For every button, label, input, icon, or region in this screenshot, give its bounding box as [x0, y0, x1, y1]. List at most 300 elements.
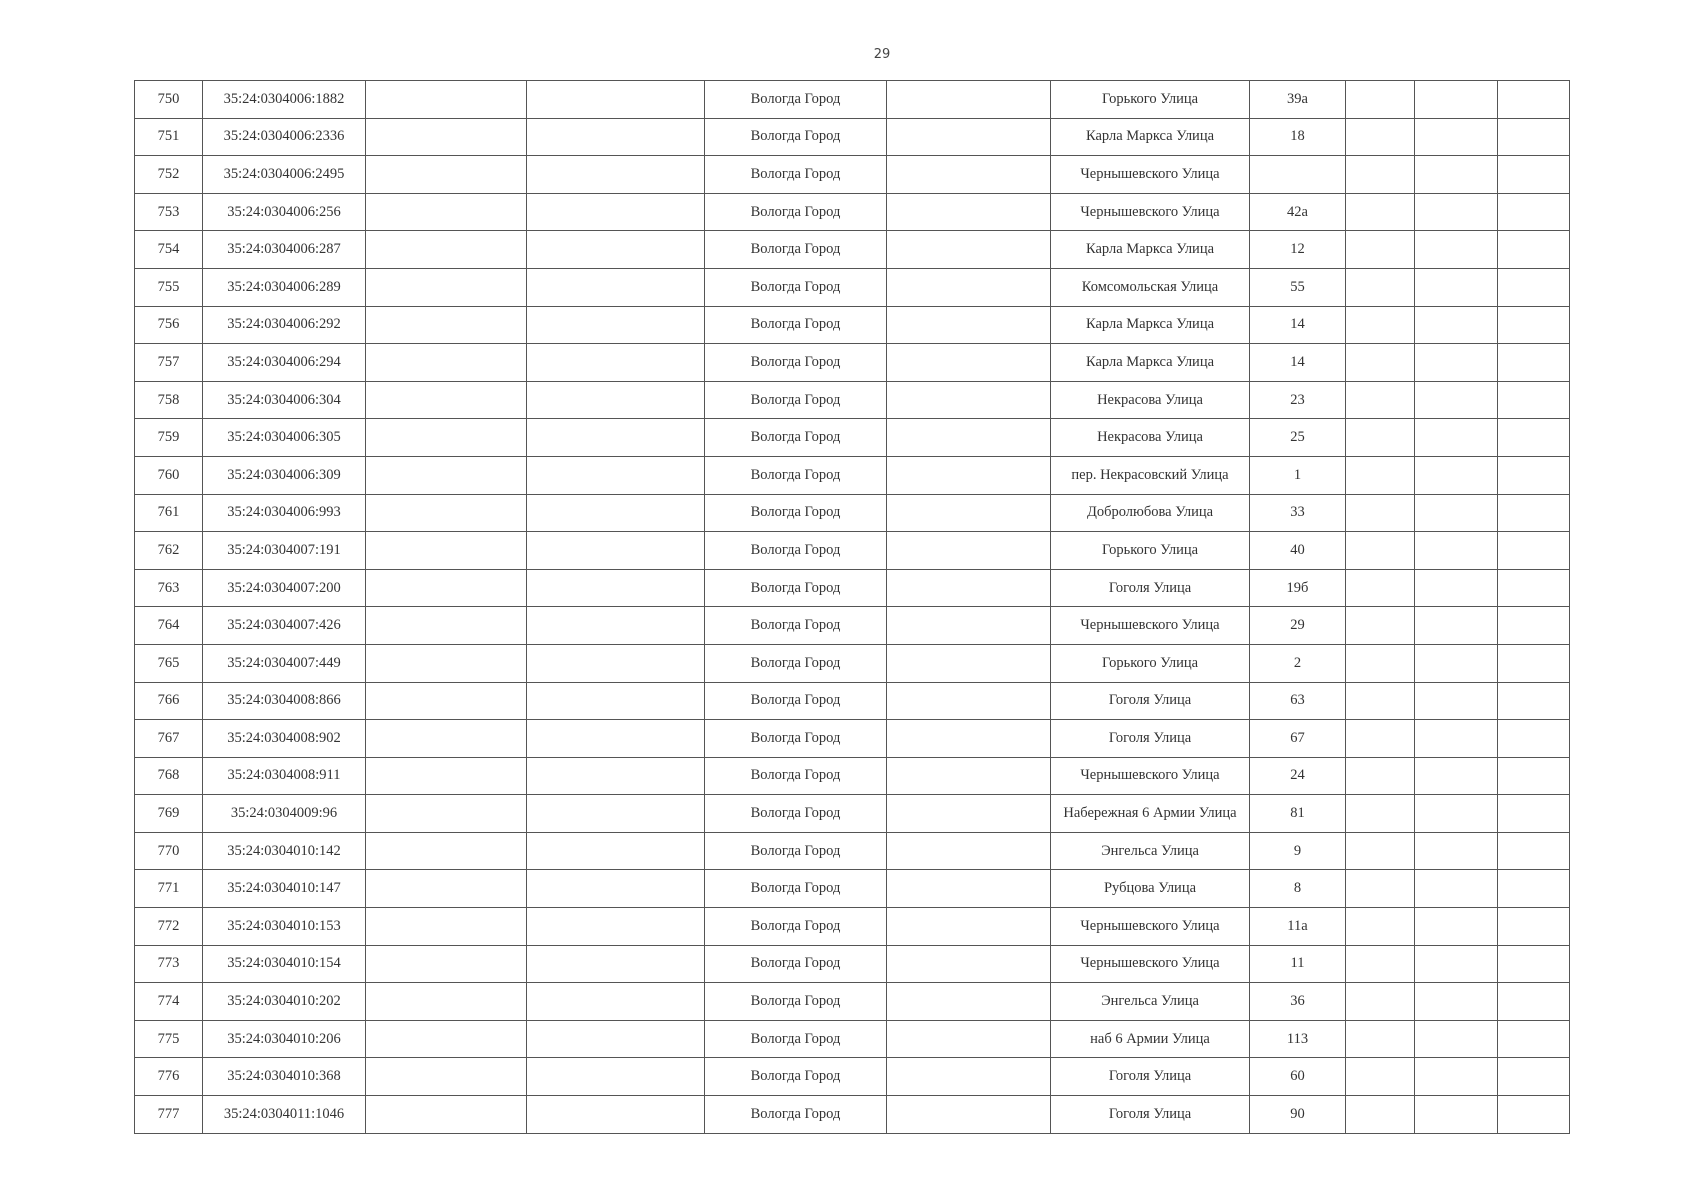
street-cell: Гоголя Улица	[1051, 682, 1250, 720]
house-number-cell: 19б	[1250, 569, 1346, 607]
table-row	[135, 193, 1570, 231]
empty-cell	[366, 532, 527, 570]
empty-cell	[1498, 870, 1570, 908]
house-number-cell: 42а	[1250, 193, 1346, 231]
city-cell: Вологда Город	[705, 532, 887, 570]
empty-cell	[1498, 344, 1570, 382]
street-cell: Набережная 6 Армии Улица	[1051, 795, 1250, 833]
city-cell: Вологда Город	[705, 983, 887, 1021]
street-cell: Чернышевского Улица	[1051, 607, 1250, 645]
cadastral-number-cell: 35:24:0304007:200	[203, 569, 366, 607]
table-row	[135, 795, 1570, 833]
empty-cell	[366, 870, 527, 908]
empty-cell	[887, 795, 1051, 833]
empty-cell	[1498, 945, 1570, 983]
empty-cell	[887, 494, 1051, 532]
empty-cell	[527, 795, 705, 833]
empty-cell	[527, 419, 705, 457]
street-cell: Чернышевского Улица	[1051, 908, 1250, 946]
empty-cell	[1415, 193, 1498, 231]
empty-cell	[1346, 795, 1415, 833]
empty-cell	[1498, 1096, 1570, 1134]
city-cell: Вологда Город	[705, 344, 887, 382]
house-number-cell: 39а	[1250, 81, 1346, 119]
city-cell: Вологда Город	[705, 419, 887, 457]
empty-cell	[1415, 306, 1498, 344]
empty-cell	[1498, 193, 1570, 231]
city-cell: Вологда Город	[705, 908, 887, 946]
empty-cell	[1346, 1096, 1415, 1134]
empty-cell	[1346, 456, 1415, 494]
table-row	[135, 231, 1570, 269]
house-number-cell: 25	[1250, 419, 1346, 457]
empty-cell	[887, 1020, 1051, 1058]
empty-cell	[527, 344, 705, 382]
street-cell: Комсомольская Улица	[1051, 268, 1250, 306]
street-cell: Чернышевского Улица	[1051, 757, 1250, 795]
empty-cell	[1498, 419, 1570, 457]
table-row	[135, 832, 1570, 870]
empty-cell	[1346, 832, 1415, 870]
cadastral-number-cell: 35:24:0304006:1882	[203, 81, 366, 119]
cadastral-number-cell: 35:24:0304010:202	[203, 983, 366, 1021]
street-cell: Горького Улица	[1051, 81, 1250, 119]
empty-cell	[887, 832, 1051, 870]
table-row	[135, 344, 1570, 382]
empty-cell	[1415, 268, 1498, 306]
empty-cell	[1415, 1096, 1498, 1134]
row-number-cell: 754	[135, 231, 203, 269]
row-number-cell: 761	[135, 494, 203, 532]
empty-cell	[887, 983, 1051, 1021]
house-number-cell: 2	[1250, 644, 1346, 682]
empty-cell	[1498, 156, 1570, 194]
city-cell: Вологда Город	[705, 832, 887, 870]
empty-cell	[1346, 870, 1415, 908]
empty-cell	[1415, 908, 1498, 946]
table-row	[135, 1020, 1570, 1058]
empty-cell	[1498, 832, 1570, 870]
cadastral-number-cell: 35:24:0304010:153	[203, 908, 366, 946]
empty-cell	[887, 81, 1051, 119]
empty-cell	[887, 607, 1051, 645]
street-cell: Гоголя Улица	[1051, 1096, 1250, 1134]
city-cell: Вологда Город	[705, 682, 887, 720]
empty-cell	[1415, 231, 1498, 269]
empty-cell	[1346, 983, 1415, 1021]
empty-cell	[1415, 945, 1498, 983]
empty-cell	[527, 832, 705, 870]
empty-cell	[1346, 419, 1415, 457]
house-number-cell: 14	[1250, 306, 1346, 344]
empty-cell	[1498, 381, 1570, 419]
empty-cell	[1415, 983, 1498, 1021]
empty-cell	[366, 306, 527, 344]
empty-cell	[1498, 908, 1570, 946]
empty-cell	[1415, 156, 1498, 194]
empty-cell	[366, 1020, 527, 1058]
empty-cell	[1346, 381, 1415, 419]
empty-cell	[1415, 1058, 1498, 1096]
table-row	[135, 720, 1570, 758]
street-cell: Карла Маркса Улица	[1051, 306, 1250, 344]
city-cell: Вологда Город	[705, 118, 887, 156]
table-row	[135, 757, 1570, 795]
table-row	[135, 983, 1570, 1021]
empty-cell	[1415, 456, 1498, 494]
house-number-cell: 81	[1250, 795, 1346, 833]
empty-cell	[366, 268, 527, 306]
cadastral-number-cell: 35:24:0304006:287	[203, 231, 366, 269]
empty-cell	[527, 908, 705, 946]
street-cell: Энгельса Улица	[1051, 983, 1250, 1021]
empty-cell	[366, 118, 527, 156]
table-row	[135, 569, 1570, 607]
empty-cell	[366, 193, 527, 231]
street-cell: Чернышевского Улица	[1051, 193, 1250, 231]
empty-cell	[1498, 682, 1570, 720]
empty-cell	[1498, 456, 1570, 494]
empty-cell	[527, 268, 705, 306]
empty-cell	[527, 156, 705, 194]
house-number-cell: 29	[1250, 607, 1346, 645]
table-row	[135, 268, 1570, 306]
row-number-cell: 774	[135, 983, 203, 1021]
empty-cell	[1346, 532, 1415, 570]
house-number-cell: 40	[1250, 532, 1346, 570]
empty-cell	[366, 1096, 527, 1134]
table-row	[135, 156, 1570, 194]
row-number-cell: 776	[135, 1058, 203, 1096]
city-cell: Вологда Город	[705, 1096, 887, 1134]
empty-cell	[1415, 1020, 1498, 1058]
city-cell: Вологда Город	[705, 231, 887, 269]
empty-cell	[1346, 1058, 1415, 1096]
house-number-cell: 60	[1250, 1058, 1346, 1096]
cadastral-number-cell: 35:24:0304006:292	[203, 306, 366, 344]
empty-cell	[527, 607, 705, 645]
empty-cell	[366, 644, 527, 682]
house-number-cell: 14	[1250, 344, 1346, 382]
empty-cell	[527, 494, 705, 532]
empty-cell	[366, 456, 527, 494]
empty-cell	[527, 81, 705, 119]
empty-cell	[887, 532, 1051, 570]
row-number-cell: 753	[135, 193, 203, 231]
city-cell: Вологда Город	[705, 607, 887, 645]
house-number-cell: 1	[1250, 456, 1346, 494]
empty-cell	[1346, 118, 1415, 156]
cadastral-number-cell: 35:24:0304010:154	[203, 945, 366, 983]
empty-cell	[1498, 607, 1570, 645]
empty-cell	[527, 983, 705, 1021]
house-number-cell: 23	[1250, 381, 1346, 419]
empty-cell	[1415, 532, 1498, 570]
empty-cell	[527, 757, 705, 795]
empty-cell	[527, 118, 705, 156]
house-number-cell	[1250, 156, 1346, 194]
empty-cell	[527, 682, 705, 720]
cadastral-number-cell: 35:24:0304007:191	[203, 532, 366, 570]
cadastral-number-cell: 35:24:0304009:96	[203, 795, 366, 833]
table-row	[135, 494, 1570, 532]
city-cell: Вологда Город	[705, 494, 887, 532]
empty-cell	[1346, 682, 1415, 720]
empty-cell	[1498, 569, 1570, 607]
empty-cell	[366, 81, 527, 119]
table-row	[135, 118, 1570, 156]
street-cell: Чернышевского Улица	[1051, 945, 1250, 983]
empty-cell	[527, 720, 705, 758]
city-cell: Вологда Город	[705, 268, 887, 306]
table-row	[135, 682, 1570, 720]
table-row	[135, 456, 1570, 494]
street-cell: Некрасова Улица	[1051, 381, 1250, 419]
empty-cell	[1498, 81, 1570, 119]
cadastral-number-cell: 35:24:0304008:911	[203, 757, 366, 795]
cadastral-number-cell: 35:24:0304010:206	[203, 1020, 366, 1058]
empty-cell	[1415, 419, 1498, 457]
row-number-cell: 773	[135, 945, 203, 983]
empty-cell	[527, 1058, 705, 1096]
street-cell: пер. Некрасовский Улица	[1051, 456, 1250, 494]
empty-cell	[1346, 156, 1415, 194]
empty-cell	[887, 908, 1051, 946]
row-number-cell: 755	[135, 268, 203, 306]
empty-cell	[366, 607, 527, 645]
empty-cell	[366, 231, 527, 269]
cadastral-number-cell: 35:24:0304006:2336	[203, 118, 366, 156]
empty-cell	[1346, 720, 1415, 758]
street-cell: Гоголя Улица	[1051, 1058, 1250, 1096]
table-row	[135, 1096, 1570, 1134]
row-number-cell: 770	[135, 832, 203, 870]
empty-cell	[1415, 81, 1498, 119]
city-cell: Вологда Город	[705, 381, 887, 419]
city-cell: Вологда Город	[705, 795, 887, 833]
empty-cell	[1498, 306, 1570, 344]
empty-cell	[1498, 720, 1570, 758]
empty-cell	[1346, 607, 1415, 645]
table-row	[135, 532, 1570, 570]
empty-cell	[366, 494, 527, 532]
empty-cell	[1498, 268, 1570, 306]
empty-cell	[1498, 118, 1570, 156]
empty-cell	[887, 268, 1051, 306]
table-row	[135, 644, 1570, 682]
empty-cell	[366, 156, 527, 194]
empty-cell	[1346, 644, 1415, 682]
house-number-cell: 8	[1250, 870, 1346, 908]
empty-cell	[887, 118, 1051, 156]
empty-cell	[366, 381, 527, 419]
empty-cell	[1498, 1058, 1570, 1096]
city-cell: Вологда Город	[705, 644, 887, 682]
row-number-cell: 767	[135, 720, 203, 758]
empty-cell	[887, 344, 1051, 382]
cadastral-number-cell: 35:24:0304006:309	[203, 456, 366, 494]
empty-cell	[1415, 381, 1498, 419]
table-row	[135, 381, 1570, 419]
empty-cell	[887, 569, 1051, 607]
street-cell: Энгельса Улица	[1051, 832, 1250, 870]
street-cell: наб 6 Армии Улица	[1051, 1020, 1250, 1058]
house-number-cell: 33	[1250, 494, 1346, 532]
row-number-cell: 760	[135, 456, 203, 494]
empty-cell	[1415, 494, 1498, 532]
empty-cell	[887, 720, 1051, 758]
empty-cell	[366, 682, 527, 720]
empty-cell	[366, 757, 527, 795]
empty-cell	[887, 1058, 1051, 1096]
empty-cell	[366, 419, 527, 457]
empty-cell	[887, 945, 1051, 983]
house-number-cell: 11а	[1250, 908, 1346, 946]
street-cell: Гоголя Улица	[1051, 569, 1250, 607]
empty-cell	[1346, 344, 1415, 382]
empty-cell	[1415, 569, 1498, 607]
empty-cell	[366, 569, 527, 607]
empty-cell	[527, 231, 705, 269]
empty-cell	[366, 720, 527, 758]
cadastral-number-cell: 35:24:0304010:142	[203, 832, 366, 870]
empty-cell	[1498, 983, 1570, 1021]
house-number-cell: 12	[1250, 231, 1346, 269]
row-number-cell: 772	[135, 908, 203, 946]
city-cell: Вологда Город	[705, 945, 887, 983]
empty-cell	[1346, 306, 1415, 344]
row-number-cell: 766	[135, 682, 203, 720]
empty-cell	[1415, 607, 1498, 645]
empty-cell	[887, 156, 1051, 194]
table-row	[135, 419, 1570, 457]
registry-body	[135, 81, 1570, 1134]
house-number-cell: 113	[1250, 1020, 1346, 1058]
empty-cell	[527, 569, 705, 607]
city-cell: Вологда Город	[705, 193, 887, 231]
empty-cell	[1346, 945, 1415, 983]
cadastral-number-cell: 35:24:0304008:902	[203, 720, 366, 758]
empty-cell	[366, 832, 527, 870]
cadastral-number-cell: 35:24:0304008:866	[203, 682, 366, 720]
house-number-cell: 55	[1250, 268, 1346, 306]
empty-cell	[527, 193, 705, 231]
house-number-cell: 90	[1250, 1096, 1346, 1134]
empty-cell	[1415, 644, 1498, 682]
cadastral-number-cell: 35:24:0304006:304	[203, 381, 366, 419]
table-row	[135, 945, 1570, 983]
city-cell: Вологда Город	[705, 156, 887, 194]
table-row	[135, 908, 1570, 946]
row-number-cell: 762	[135, 532, 203, 570]
empty-cell	[1415, 682, 1498, 720]
city-cell: Вологда Город	[705, 306, 887, 344]
street-cell: Рубцова Улица	[1051, 870, 1250, 908]
row-number-cell: 763	[135, 569, 203, 607]
empty-cell	[1498, 757, 1570, 795]
empty-cell	[1346, 231, 1415, 269]
cadastral-number-cell: 35:24:0304010:368	[203, 1058, 366, 1096]
table-row	[135, 1058, 1570, 1096]
street-cell: Карла Маркса Улица	[1051, 344, 1250, 382]
cadastral-number-cell: 35:24:0304006:993	[203, 494, 366, 532]
street-cell: Чернышевского Улица	[1051, 156, 1250, 194]
street-cell: Карла Маркса Улица	[1051, 231, 1250, 269]
empty-cell	[1498, 644, 1570, 682]
empty-cell	[366, 344, 527, 382]
row-number-cell: 756	[135, 306, 203, 344]
empty-cell	[527, 306, 705, 344]
empty-cell	[1498, 532, 1570, 570]
empty-cell	[1346, 193, 1415, 231]
street-cell: Горького Улица	[1051, 644, 1250, 682]
table-row	[135, 306, 1570, 344]
cadastral-number-cell: 35:24:0304010:147	[203, 870, 366, 908]
empty-cell	[1415, 344, 1498, 382]
empty-cell	[527, 1020, 705, 1058]
page-number: 29	[873, 47, 891, 62]
empty-cell	[1415, 118, 1498, 156]
row-number-cell: 777	[135, 1096, 203, 1134]
row-number-cell: 752	[135, 156, 203, 194]
row-number-cell: 764	[135, 607, 203, 645]
empty-cell	[1346, 1020, 1415, 1058]
city-cell: Вологда Город	[705, 456, 887, 494]
empty-cell	[527, 644, 705, 682]
row-number-cell: 768	[135, 757, 203, 795]
street-cell: Горького Улица	[1051, 532, 1250, 570]
empty-cell	[1415, 870, 1498, 908]
house-number-cell: 11	[1250, 945, 1346, 983]
table-row	[135, 607, 1570, 645]
cadastral-number-cell: 35:24:0304006:256	[203, 193, 366, 231]
empty-cell	[887, 682, 1051, 720]
empty-cell	[1498, 494, 1570, 532]
street-cell: Гоголя Улица	[1051, 720, 1250, 758]
empty-cell	[527, 456, 705, 494]
empty-cell	[887, 644, 1051, 682]
empty-cell	[887, 456, 1051, 494]
row-number-cell: 757	[135, 344, 203, 382]
city-cell: Вологда Город	[705, 81, 887, 119]
empty-cell	[1346, 908, 1415, 946]
empty-cell	[1498, 795, 1570, 833]
empty-cell	[527, 870, 705, 908]
city-cell: Вологда Город	[705, 569, 887, 607]
empty-cell	[527, 1096, 705, 1134]
house-number-cell: 18	[1250, 118, 1346, 156]
empty-cell	[366, 908, 527, 946]
row-number-cell: 759	[135, 419, 203, 457]
cadastral-number-cell: 35:24:0304007:449	[203, 644, 366, 682]
empty-cell	[1498, 1020, 1570, 1058]
row-number-cell: 758	[135, 381, 203, 419]
empty-cell	[1498, 231, 1570, 269]
row-number-cell: 769	[135, 795, 203, 833]
row-number-cell: 771	[135, 870, 203, 908]
street-cell: Карла Маркса Улица	[1051, 118, 1250, 156]
cadastral-number-cell: 35:24:0304006:294	[203, 344, 366, 382]
empty-cell	[887, 381, 1051, 419]
house-number-cell: 36	[1250, 983, 1346, 1021]
street-cell: Некрасова Улица	[1051, 419, 1250, 457]
empty-cell	[887, 419, 1051, 457]
empty-cell	[1346, 268, 1415, 306]
empty-cell	[366, 983, 527, 1021]
empty-cell	[527, 945, 705, 983]
house-number-cell: 24	[1250, 757, 1346, 795]
city-cell: Вологда Город	[705, 1020, 887, 1058]
